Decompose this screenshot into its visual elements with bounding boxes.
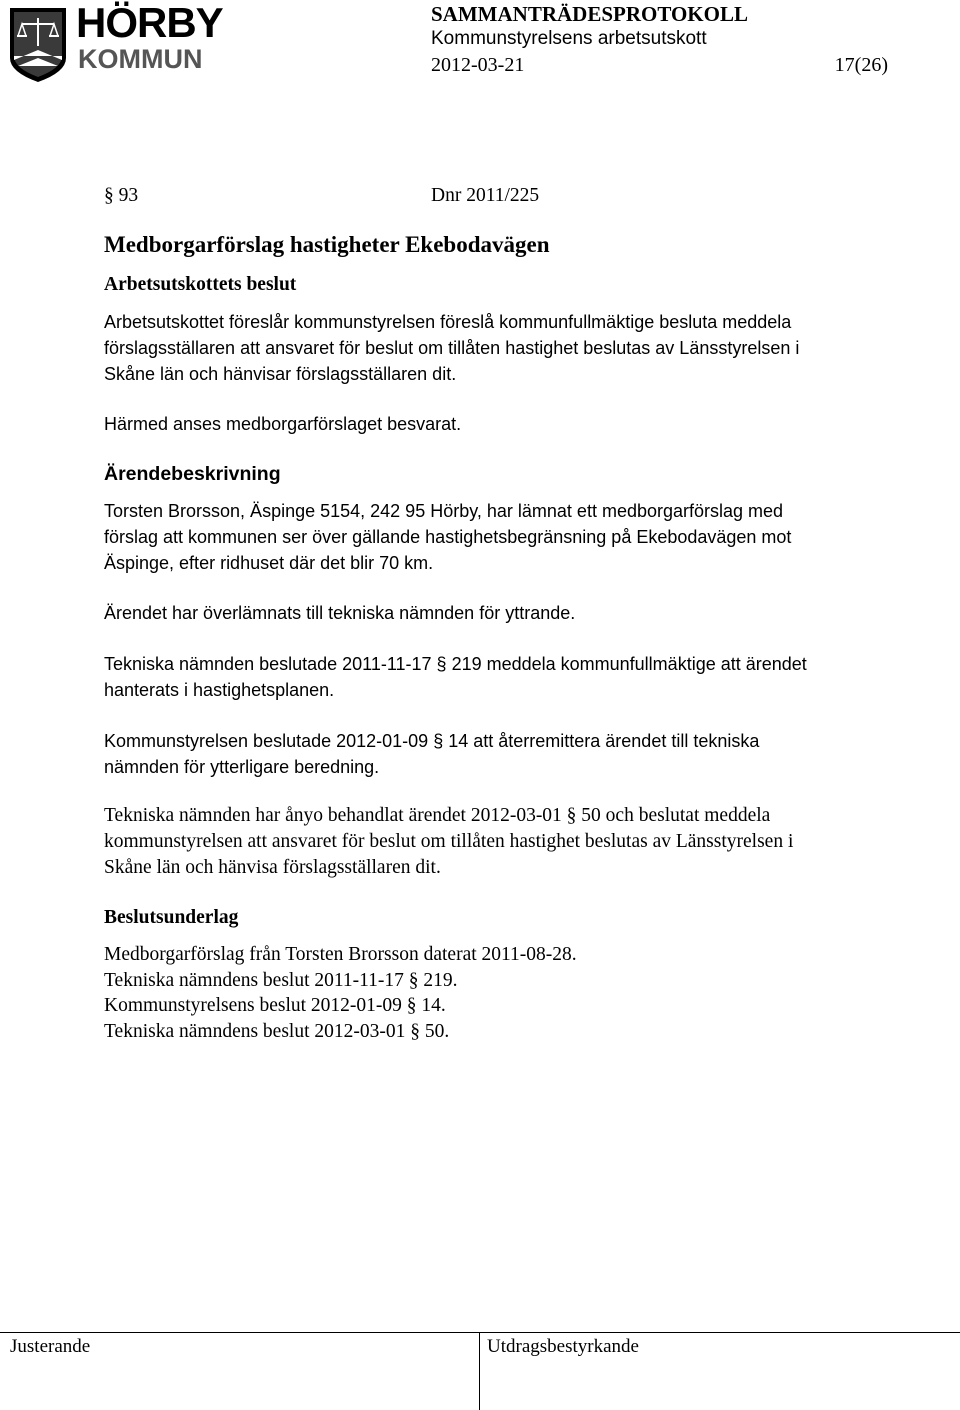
decision-text-line: förslagsställaren att ansvaret för beslut om tillåten hastighet beslutas av Länsstyrelsen i <box>104 338 800 358</box>
paragraph-number: § 93 <box>104 185 139 206</box>
description-line: kommunstyrelsen att ansvaret för beslut om tillåten hastighet beslutas av Länsstyrelsen i <box>104 831 794 852</box>
decision-text-line: Arbetsutskottet föreslår kommunstyrelsen föreslå kommunfullmäktige besluta meddela <box>104 312 792 332</box>
footer-justerande-label: Justerande <box>10 1336 91 1357</box>
hörby-kommun-logo <box>8 0 223 84</box>
document-type: SAMMANTRÄDESPROTOKOLL <box>431 2 748 26</box>
description-line: förslag att kommunen ser över gällande hastighetsbegränsning på Ekebodavägen mot <box>104 527 792 547</box>
diary-number: Dnr 2011/225 <box>431 185 540 206</box>
footer-divider-horizontal <box>0 1332 960 1333</box>
meeting-date: 2012-03-21 <box>431 54 525 76</box>
description-line: Äspinge, efter ridhuset där det blir 70 km. <box>104 553 434 573</box>
committee-name: Kommunstyrelsens arbetsutskott <box>431 28 707 49</box>
basis-heading: Beslutsunderlag <box>104 907 239 928</box>
basis-item: Tekniska nämndens beslut 2011-11-17 § 219. <box>104 970 458 991</box>
description-heading: Ärendebeskrivning <box>104 463 281 485</box>
description-line: Ärendet har överlämnats till tekniska nämnden för yttrande. <box>104 603 576 623</box>
footer-utdragsbestyrkande-label: Utdragsbestyrkande <box>487 1336 639 1357</box>
page-number: 17(26) <box>834 54 888 76</box>
basis-item: Kommunstyrelsens beslut 2012-01-09 § 14. <box>104 995 446 1016</box>
basis-item: Tekniska nämndens beslut 2012-03-01 § 50. <box>104 1021 450 1042</box>
description-line: Tekniska nämnden har ånyo behandlat ärendet 2012-03-01 § 50 och beslutat meddela <box>104 805 771 826</box>
decision-text-line: Skåne län och hänvisar förslagsställaren dit. <box>104 364 457 384</box>
description-line: Tekniska nämnden beslutade 2011-11-17 § 219 meddela kommunfullmäktige att ärendet <box>104 654 807 674</box>
description-line: hanterats i hastighetsplanen. <box>104 680 335 700</box>
description-line: Kommunstyrelsen beslutade 2012-01-09 § 14 att återremittera ärendet till tekniska <box>104 731 760 751</box>
description-line: Torsten Brorsson, Äspinge 5154, 242 95 Hörby, har lämnat ett medborgarförslag med <box>104 501 784 521</box>
scales-of-justice-icon <box>8 6 68 84</box>
decision-answered: Härmed anses medborgarförslaget besvarat. <box>104 414 462 434</box>
footer-divider-vertical <box>479 1332 480 1410</box>
basis-item: Medborgarförslag från Torsten Brorsson daterat 2011-08-28. <box>104 944 577 965</box>
decision-heading: Arbetsutskottets beslut <box>104 274 297 295</box>
page-title: Medborgarförslag hastigheter Ekebodavägen <box>104 232 550 257</box>
logo-text-horby: HÖRBY <box>76 0 223 46</box>
description-line: nämnden för ytterligare beredning. <box>104 757 380 777</box>
logo-text-kommun: KOMMUN <box>78 44 203 74</box>
description-line: Skåne län och hänvisa förslagsställaren dit. <box>104 857 441 878</box>
